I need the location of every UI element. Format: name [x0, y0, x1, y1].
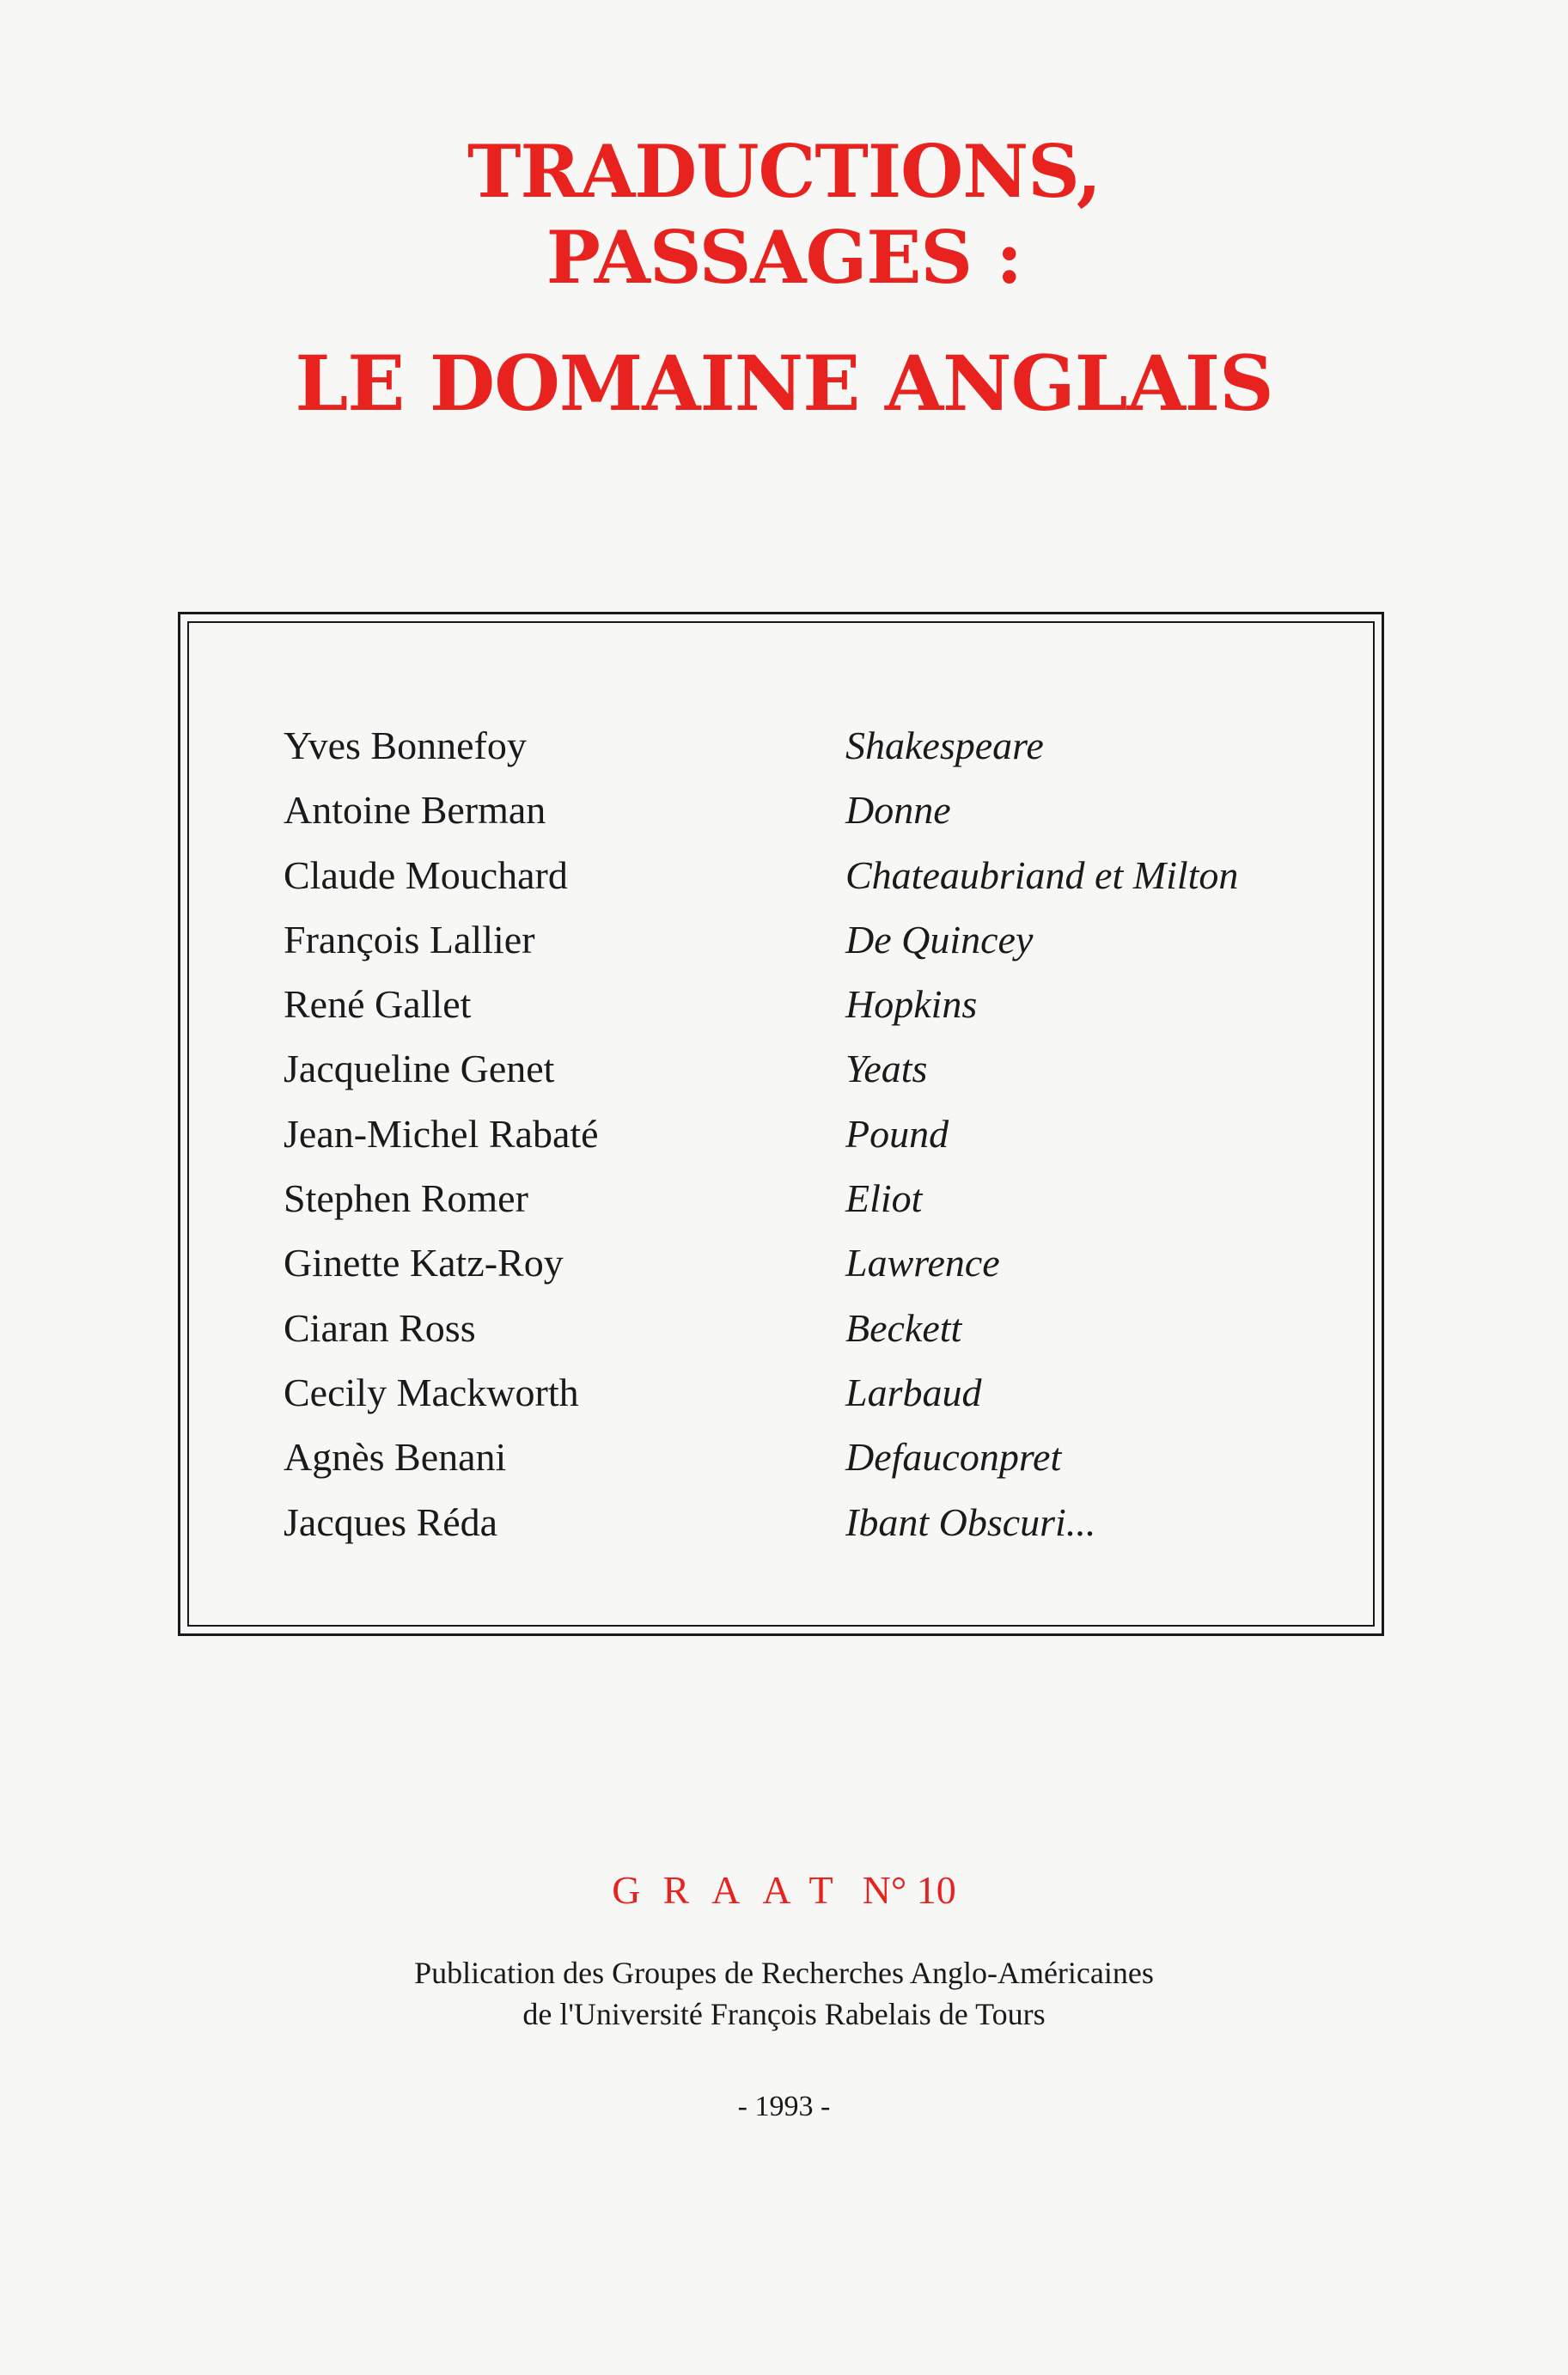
- author-name: Jacques Réda: [284, 1499, 498, 1544]
- subject-name: Chateaubriand et Milton: [845, 852, 1239, 897]
- subject-name: Hopkins: [845, 982, 978, 1027]
- publisher-line-2: de l'Université François Rabelais de Tours: [522, 1997, 1046, 2031]
- author-name: Ciaran Ross: [284, 1305, 476, 1350]
- series-number: N° 10: [862, 1868, 956, 1912]
- list-item: [284, 1425, 1349, 1489]
- author-name: Agnès Benani: [284, 1435, 507, 1480]
- list-item: [284, 1296, 1349, 1360]
- list-item: [284, 1036, 1349, 1101]
- publication-year: - 1993 -: [737, 2091, 831, 2122]
- list-item: [284, 843, 1349, 907]
- subject-name: De Quincey: [845, 917, 1034, 962]
- list-item: [284, 713, 1349, 778]
- title-line-2: PASSAGES :: [546, 215, 1022, 300]
- author-name: Yves Bonnefoy: [284, 723, 527, 767]
- title-line-1: TRADUCTIONS,: [467, 129, 1101, 214]
- series-label: [0, 1865, 1568, 1916]
- subject-name: Shakespeare: [845, 723, 1044, 767]
- list-item: [284, 907, 1349, 972]
- author-name: Stephen Romer: [284, 1176, 528, 1221]
- cover-title: [0, 129, 1568, 426]
- publisher-line-1: Publication des Groupes de Recherches Anglo-Américaines: [414, 1956, 1154, 1990]
- subject-name: Eliot: [845, 1176, 923, 1221]
- author-name: François Lallier: [284, 917, 535, 962]
- subject-name: Pound: [845, 1111, 949, 1156]
- subject-name: Yeats: [845, 1047, 928, 1091]
- list-item: [284, 1102, 1349, 1166]
- author-name: Cecily Mackworth: [284, 1370, 579, 1414]
- list-item: [284, 1230, 1349, 1295]
- author-name: Claude Mouchard: [284, 852, 568, 897]
- subject-name: Lawrence: [845, 1241, 1000, 1285]
- author-name: René Gallet: [284, 982, 472, 1027]
- list-item: [284, 1360, 1349, 1425]
- contents-list: [284, 713, 1349, 1554]
- publisher-info: [0, 1952, 1568, 2035]
- subject-name: Beckett: [845, 1305, 962, 1350]
- subject-name: Ibant Obscuri...: [845, 1499, 1096, 1544]
- subject-name: Defauconpret: [845, 1435, 1062, 1480]
- series-name: GRAAT: [612, 1868, 856, 1912]
- title-line-3: LE DOMAINE ANGLAIS: [295, 339, 1273, 428]
- list-item: [284, 1166, 1349, 1230]
- author-name: Ginette Katz-Roy: [284, 1241, 564, 1285]
- list-item: [284, 972, 1349, 1036]
- subject-name: Donne: [845, 788, 951, 833]
- author-name: Antoine Berman: [284, 788, 546, 833]
- author-name: Jean-Michel Rabaté: [284, 1111, 599, 1156]
- subject-name: Larbaud: [845, 1370, 982, 1414]
- author-name: Jacqueline Genet: [284, 1047, 555, 1091]
- list-item: [284, 1490, 1349, 1554]
- list-item: [284, 778, 1349, 842]
